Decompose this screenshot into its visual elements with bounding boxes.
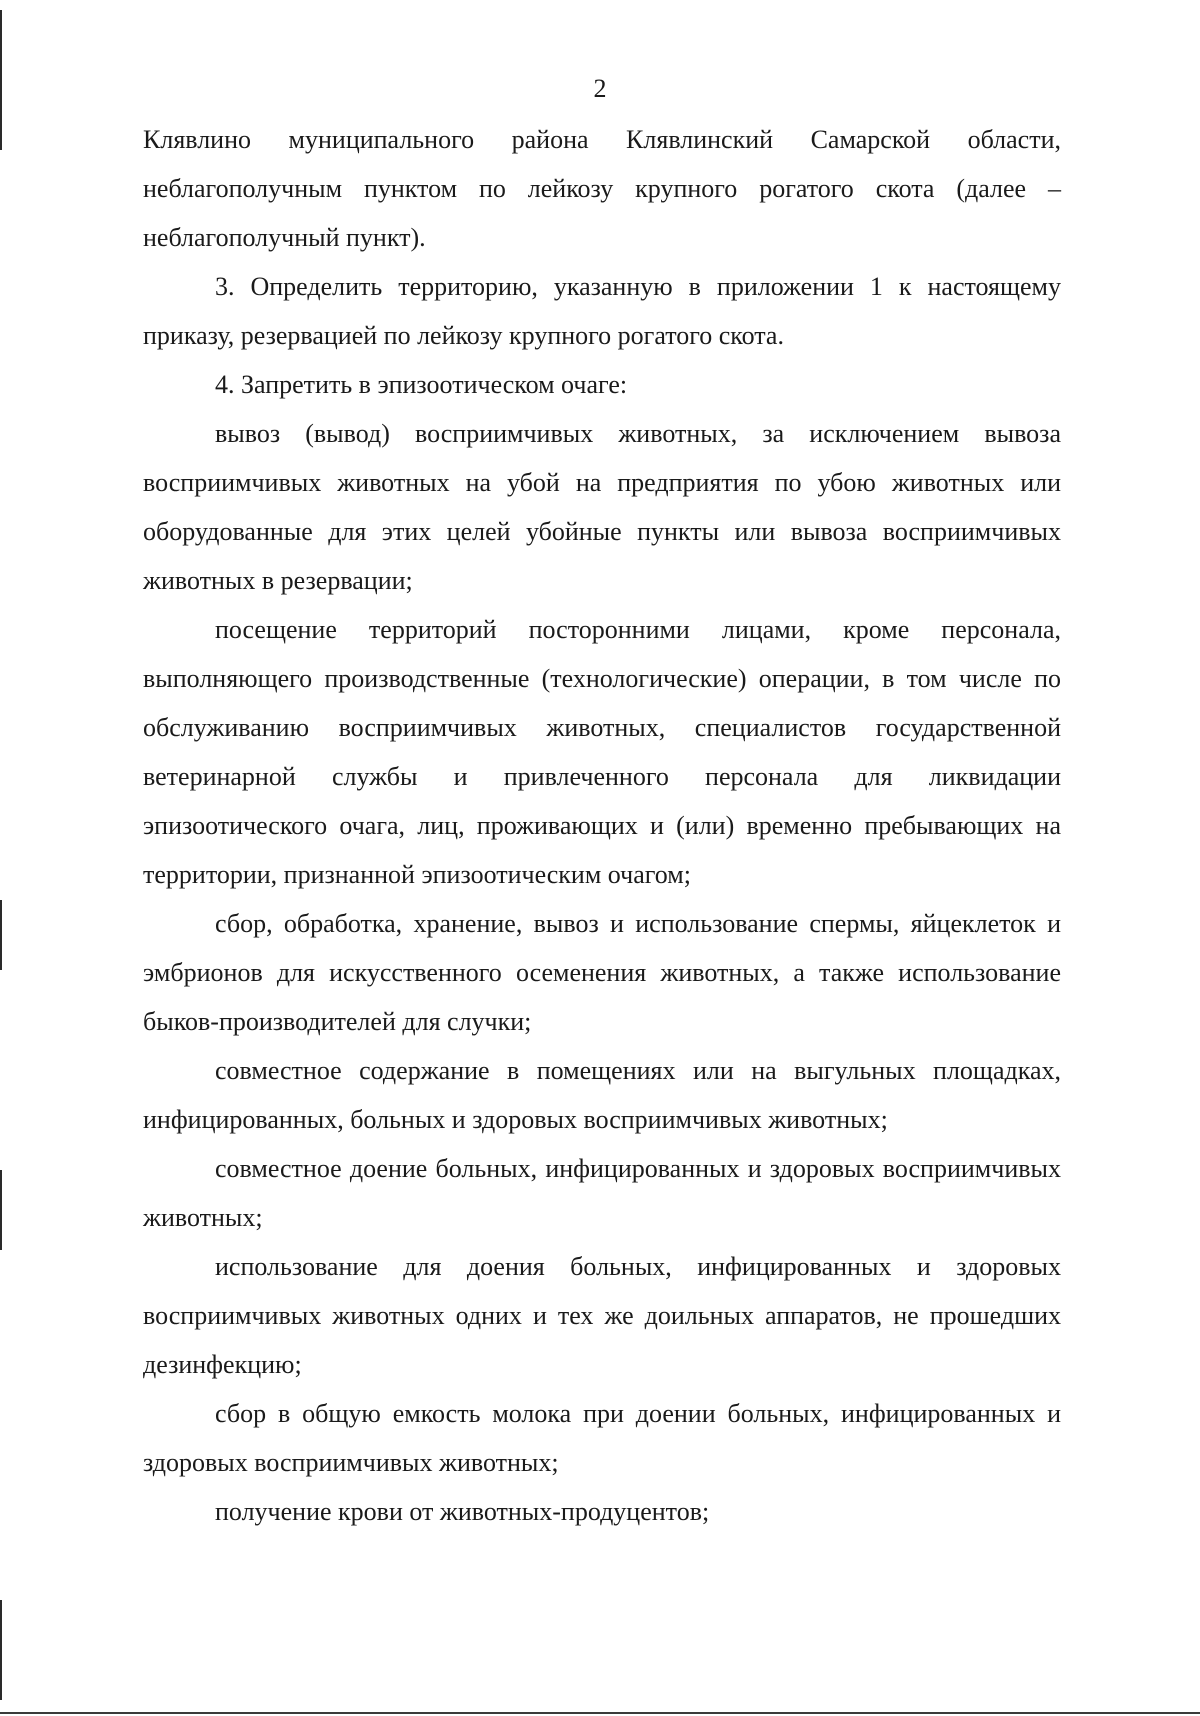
document-body — [143, 115, 1061, 1536]
paragraph-item-3: 3. Определить территорию, указанную в приложении 1 к настоящему приказу, резервацией по лейкозу крупного рогатого скота. — [143, 272, 1061, 350]
scan-edge-mark — [0, 1170, 2, 1250]
page-number: 2 — [593, 74, 607, 103]
paragraph-continuation: Клявлино муниципального района Клявлинский Самарской области, неблагополучным пунктом по лейкозу крупного рогатого скота (далее – неблагополучный пункт). — [143, 125, 1061, 252]
scan-edge-mark — [0, 1600, 2, 1700]
paragraph-prohibition-sperm: сбор, обработка, хранение, вывоз и использование спермы, яйцеклеток и эмбрионов для искусственного осеменения животных, а также использование быков-производителей для случки; — [143, 909, 1061, 1036]
paragraph-prohibition-visits: посещение территорий посторонними лицами, кроме персонала, выполняющего производственные (технологические) операции, в том числе по обслуживанию восприимчивых животных, специалистов государственной ветеринарной службы и привлеченного персонала для ликвидации эпизоотического очага, лиц, проживающих и (или) временно пребывающих на территории, признанной эпизоотическим очагом; — [143, 615, 1061, 889]
paragraph-prohibition-blood: получение крови от животных-продуцентов; — [215, 1497, 710, 1526]
paragraph-prohibition-milking-machines: использование для доения больных, инфицированных и здоровых восприимчивых животных одних и тех же доильных аппаратов, не прошедших дезинфекцию; — [143, 1252, 1061, 1379]
scan-edge-mark — [0, 900, 2, 970]
paragraph-prohibition-joint-milking: совместное доение больных, инфицированных и здоровых восприимчивых животных; — [143, 1154, 1061, 1232]
paragraph-prohibition-export: вывоз (вывод) восприимчивых животных, за исключением вывоза восприимчивых животных на убой на предприятия по убою животных или оборудованные для этих целей убойные пункты или вывоза восприимчивых животных в резервации; — [143, 419, 1061, 595]
paragraph-item-4: 4. Запретить в эпизоотическом очаге: — [215, 370, 628, 399]
paragraph-prohibition-joint-keeping: совместное содержание в помещениях или на выгульных площадках, инфицированных, больных и здоровых восприимчивых животных; — [143, 1056, 1061, 1134]
paragraph-prohibition-milk-collection: сбор в общую емкость молока при доении больных, инфицированных и здоровых восприимчивых животных; — [143, 1399, 1061, 1477]
scan-edge-bottom — [0, 1712, 1200, 1714]
